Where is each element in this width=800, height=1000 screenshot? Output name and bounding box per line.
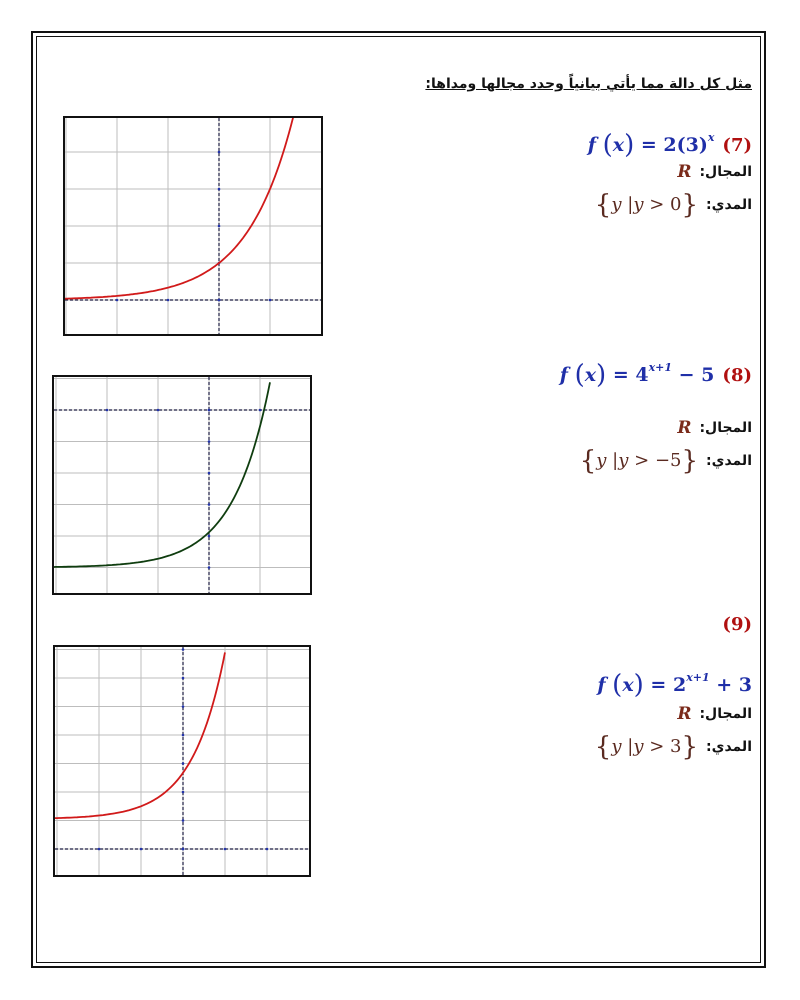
- graph-problem-9: [53, 645, 311, 877]
- problem-9-domain-line: [677, 704, 752, 724]
- y-tick: [208, 440, 211, 443]
- problem-9-formula-line: [597, 670, 752, 700]
- y-tick: [208, 535, 211, 538]
- problem-9-number-line: [722, 614, 752, 635]
- x-tick: [98, 848, 101, 851]
- y-tick: [182, 648, 185, 651]
- graph-8-canvas: [54, 377, 310, 593]
- problem-7-formula-line: [588, 130, 752, 160]
- x-tick: [106, 409, 109, 412]
- range-value: {y |y > 3}: [594, 732, 699, 762]
- y-tick: [218, 299, 221, 302]
- y-tick: [208, 409, 211, 412]
- y-tick: [182, 848, 185, 851]
- problem-9-range-line: [595, 732, 752, 762]
- y-tick: [182, 762, 185, 765]
- range-value: {y |y > 0}: [594, 190, 699, 220]
- x-tick: [224, 848, 227, 851]
- x-tick: [140, 848, 143, 851]
- problem-7-domain-line: [677, 162, 752, 182]
- function-formula: f $(x) = 2^{x+1} + 3$: [597, 670, 752, 700]
- function-formula: f $(x) = 2(3)^x$: [587, 130, 715, 160]
- x-tick: [259, 409, 262, 412]
- domain-label: المجال:: [699, 420, 752, 436]
- problem-8-range-line: [580, 446, 752, 476]
- range-label: المدي:: [706, 197, 752, 213]
- x-tick: [157, 409, 160, 412]
- problem-number: (8): [722, 364, 752, 386]
- y-tick: [208, 472, 211, 475]
- graph-problem-8: [52, 375, 312, 595]
- graph-problem-7: [63, 116, 323, 336]
- y-tick: [182, 819, 185, 822]
- y-tick: [208, 503, 211, 506]
- x-tick: [269, 299, 272, 302]
- y-tick: [182, 791, 185, 794]
- problem-8-domain-line: [677, 418, 752, 438]
- y-tick: [218, 225, 221, 228]
- y-tick: [182, 705, 185, 708]
- domain-label: المجال:: [699, 706, 752, 722]
- x-tick: [266, 848, 269, 851]
- y-tick: [182, 677, 185, 680]
- range-value: {y |y > −5}: [579, 446, 699, 476]
- function-formula: f $(x) = 4^{x+1} - 5$: [559, 360, 715, 390]
- domain-label: المجال:: [699, 164, 752, 180]
- problem-8-formula-line: [560, 360, 752, 390]
- range-label: المدي:: [706, 739, 752, 755]
- domain-value: R: [677, 162, 692, 182]
- problem-number: (9): [722, 614, 752, 635]
- graph-7-canvas: [65, 118, 321, 334]
- x-tick: [167, 299, 170, 302]
- instruction-heading: مثل كل دالة مما يأتي بيانياً وحدد مجالها ومداها:: [425, 76, 752, 92]
- y-tick: [218, 151, 221, 154]
- problem-7-range-line: [595, 190, 752, 220]
- y-tick: [218, 188, 221, 191]
- domain-value: R: [677, 704, 692, 724]
- domain-value: R: [677, 418, 692, 438]
- problem-number: (7): [722, 134, 752, 156]
- x-tick: [116, 299, 119, 302]
- y-tick: [208, 566, 211, 569]
- graph-9-canvas: [55, 647, 309, 875]
- function-curve: [65, 118, 293, 299]
- y-tick: [182, 734, 185, 737]
- range-label: المدي:: [706, 453, 752, 469]
